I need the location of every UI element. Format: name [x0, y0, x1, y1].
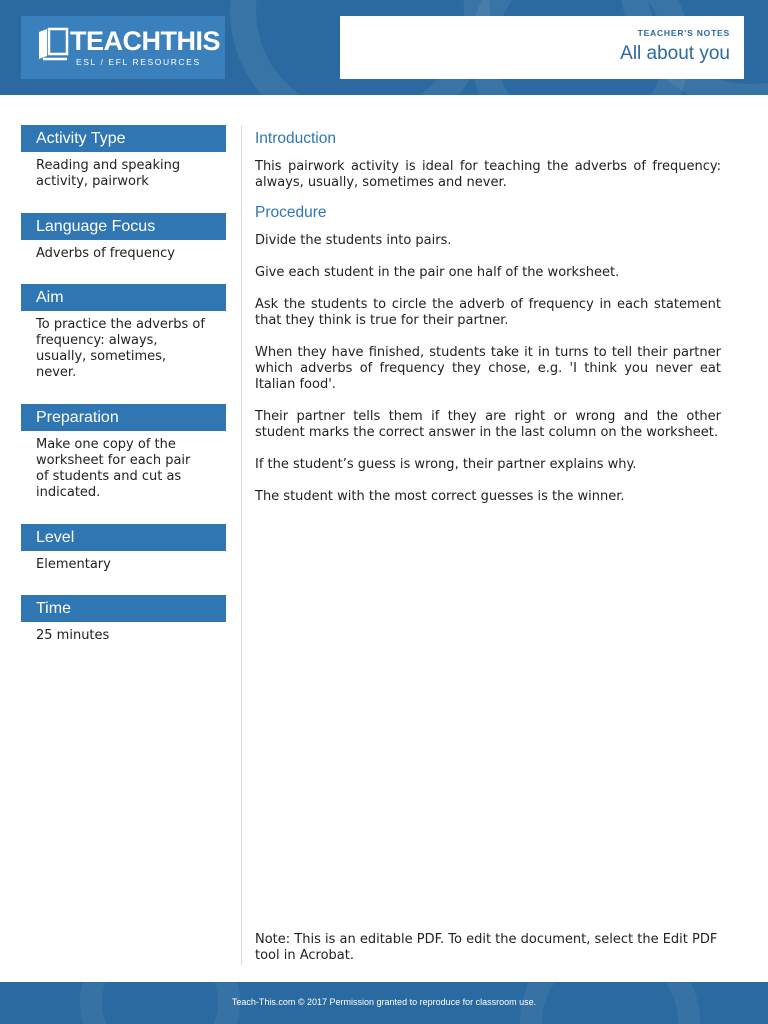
- title-box: [340, 16, 744, 79]
- sidebar-time: [21, 595, 226, 644]
- introduction-heading: Introduction: [255, 130, 336, 147]
- procedure-step: When they have finished, students take it in turns to tell their partner which adverbs of frequency they chose, e.g. 'I think you never eat Italian food'.: [255, 345, 721, 392]
- sidebar-preparation: [21, 404, 226, 501]
- sidebar-text: To practice the adverbs of frequency: always, usually, sometimes, never.: [36, 317, 205, 380]
- editable-pdf-note: Note: This is an editable PDF. To edit the document, select the Edit PDF tool in Acrobat.: [255, 932, 718, 963]
- main-content: [255, 128, 721, 505]
- sidebar-language-focus: [21, 213, 226, 262]
- procedure-step: The student with the most correct guesses is the winner.: [255, 489, 625, 504]
- procedure-heading: Procedure: [255, 204, 327, 221]
- sidebar-heading: Language Focus: [21, 213, 226, 240]
- sidebar-level: [21, 524, 226, 573]
- procedure-step: Ask the students to circle the adverb of frequency in each statement that they think is true for their partner.: [255, 297, 721, 328]
- procedure-step: Divide the students into pairs.: [255, 233, 452, 248]
- page-title: All about you: [620, 43, 730, 64]
- procedure-step: Their partner tells them if they are right or wrong and the other student marks the correct answer in the last column on the worksheet.: [255, 409, 721, 440]
- sidebar-heading: Time: [21, 595, 226, 622]
- footer-copyright: Teach-This.com © 2017 Permission granted to reproduce for classroom use.: [231, 997, 537, 1007]
- footer-banner: [0, 982, 768, 1024]
- header-banner: [0, 0, 768, 95]
- sidebar-text: Reading and speaking activity, pairwork: [36, 158, 181, 189]
- sidebar-text: Adverbs of frequency: [36, 246, 175, 261]
- logo-subtitle: ESL / EFL RESOURCES: [76, 57, 201, 67]
- sidebar-activity-type: [21, 125, 226, 190]
- sidebar-text: 25 minutes: [36, 628, 110, 643]
- sidebar-text: Make one copy of the worksheet for each pair of students and cut as indicated.: [36, 437, 191, 500]
- book-icon: [36, 26, 70, 62]
- sidebar-heading: Preparation: [21, 404, 226, 431]
- procedure-step: Give each student in the pair one half of the worksheet.: [255, 265, 620, 280]
- sidebar-heading: Aim: [21, 284, 226, 311]
- sidebar-heading: Activity Type: [21, 125, 226, 152]
- sidebar-aim: [21, 284, 226, 381]
- teachers-notes-label: TEACHER'S NOTES: [637, 28, 730, 38]
- sidebar-text: Elementary: [36, 557, 111, 572]
- logo-title: TEACHTHIS: [70, 26, 220, 56]
- introduction-text: This pairwork activity is ideal for teaching the adverbs of frequency: always, usually, sometimes and never.: [255, 159, 721, 190]
- column-divider: [241, 125, 242, 965]
- sidebar-heading: Level: [21, 524, 226, 551]
- procedure-step: If the student’s guess is wrong, their partner explains why.: [255, 457, 637, 472]
- logo[interactable]: [21, 16, 225, 79]
